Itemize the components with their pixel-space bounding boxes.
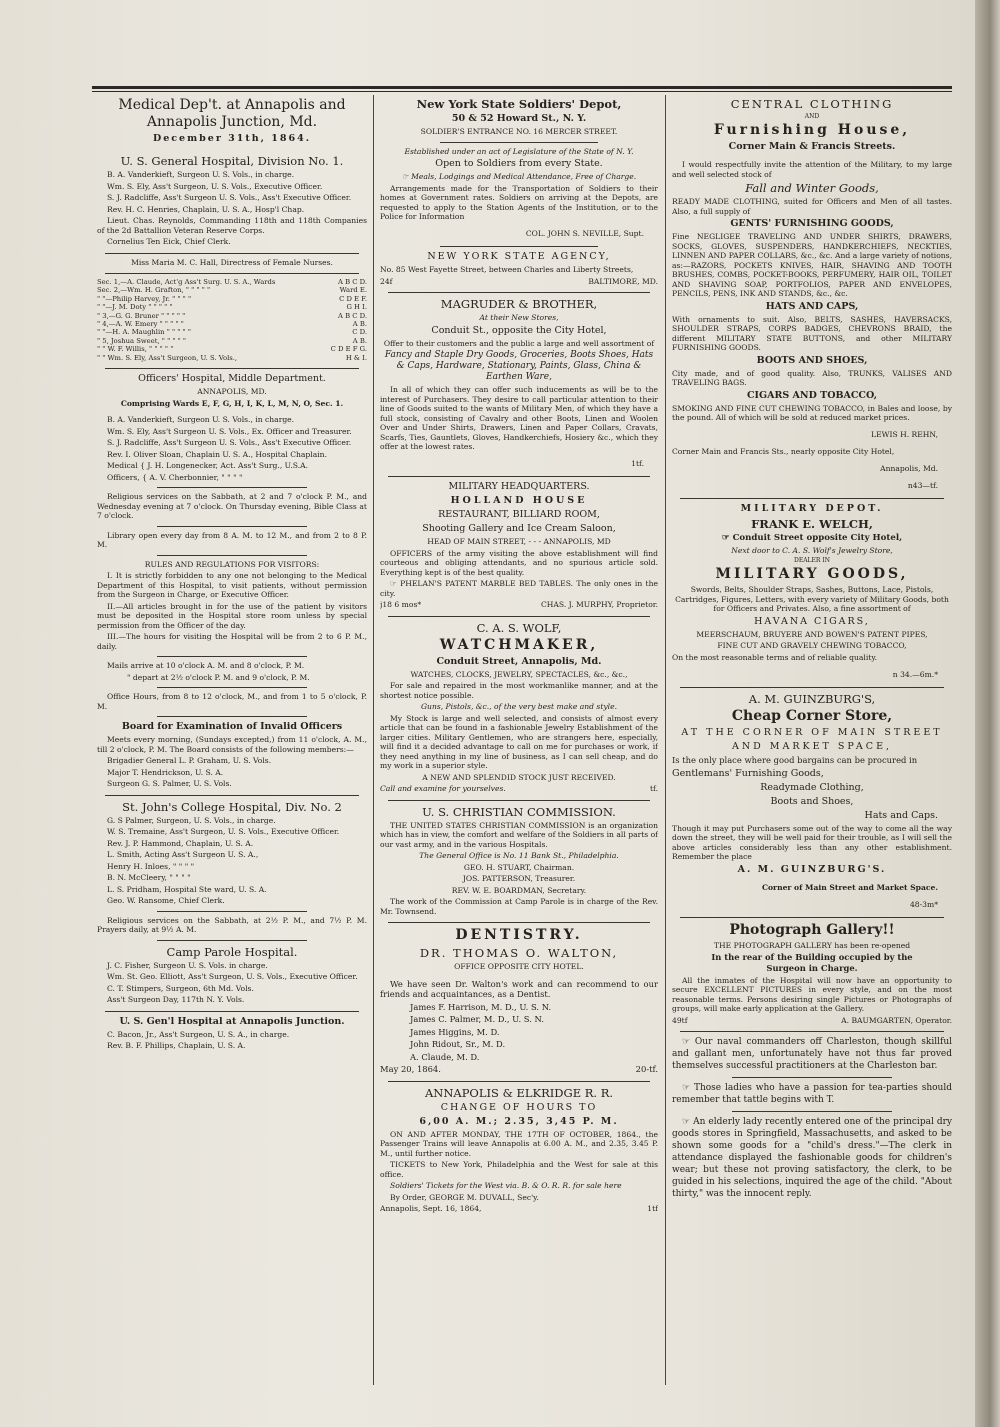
head-of-main: HEAD OF MAIN STREET, - - - ANNAPOLIS, MD	[427, 537, 611, 547]
staff-line: Geo. W. Ransome, Chief Clerk.	[107, 896, 225, 906]
cheap-corner-store: Cheap Corner Store,	[731, 708, 893, 725]
staff-line: C. Bacon, Jr., Ass't Surgeon, U. S. A., in charge.	[107, 1029, 290, 1039]
junction-title: U. S. Gen'l Hospital at Annapolis Junction.	[119, 1015, 345, 1027]
phelan-text: PHELAN'S PATENT MARBLE BED TABLES. The only ones in the city.	[380, 579, 658, 598]
divider	[157, 716, 307, 717]
ward-letters: G H I.	[346, 303, 367, 312]
staff-line: Wm. St. Geo. Elliott, Ass't Surgeon, U. S. Vols., Executive Officer.	[107, 972, 358, 982]
and-word: AND	[804, 113, 820, 120]
table-row	[97, 337, 367, 345]
mails-arrive: Mails arrive at 10 o'clock A. M. and 8 o'clock, P. M.	[107, 661, 305, 671]
agency-signature: BALTIMORE, MD.	[588, 276, 658, 286]
staff-line: Rev. B. F. Phillips, Chaplain, U. S. A.	[107, 1041, 246, 1051]
staff-line: Rev. J. P. Hammond, Chaplain, U. S. A.	[107, 838, 254, 848]
staff-line: Medical { J. H. Longenecker, Act. Ass't Surg., U.S.A.	[107, 461, 309, 471]
welch-location	[672, 533, 952, 544]
staff-line: B. A. Vanderkieft, Surgeon U. S. Vols., in charge.	[107, 170, 295, 179]
photo-footer	[672, 1016, 952, 1026]
divider	[440, 142, 598, 143]
pointing-hand-icon: ☞	[390, 579, 401, 589]
commission-office: The General Office is No. 11 Bank St., Philadelphia.	[419, 851, 619, 861]
havana-cigars: HAVANA CIGARS,	[754, 615, 870, 627]
staff-line: Cornelius Ten Eick, Chief Clerk.	[107, 237, 231, 246]
pointing-hand-icon: ☞	[401, 172, 412, 181]
photo-reopened: THE PHOTOGRAPH GALLERY has been re-opened	[713, 941, 911, 951]
at-the-corner: AT THE CORNER OF MAIN STREET	[681, 727, 943, 739]
staff-line: Rev. I. Oliver Sloan, Chaplain U. S. A., Hospital Chaplain.	[107, 449, 327, 459]
religious-services: Religious services on the Sabbath, at 2 and 7 o'clock P. M., and Wednesday evening at 7 o'clock. On Thursday evening, Bible Class at 7 o'clock.	[97, 492, 367, 521]
welch-terms: On the most reasonable terms and of reliable quality.	[672, 652, 878, 662]
guinzburg-signature: A. M. GUINZBURG'S.	[737, 863, 887, 875]
ready-made-clothing: READY MADE CLOTHING, suited for Officers and Men of all tastes. Also, a full supply of	[672, 197, 952, 216]
staff-line: Wm. S. Ely, Ass't Surgeon U. S. Vols., Ex. Officer and Treasurer.	[107, 426, 352, 436]
hats-text: With ornaments to suit. Also, BELTS, SASHES, HAVERSACKS, SHOULDER STRAPS, CORPS BADGES, CHEVRONS BRAID, the different MILITARY STATE BUTTONS, and other MILITARY FURNISHING GOODS.	[672, 314, 952, 352]
furnishing-house-title: Furnishing House,	[713, 122, 911, 138]
magruder-mark: 1tf.	[631, 459, 644, 469]
table-row	[97, 328, 367, 336]
welch-mark: n 34.—6m.*	[892, 670, 938, 680]
cigars-tobacco-title: CIGARS AND TOBACCO,	[746, 389, 878, 401]
ward-assignments-table	[97, 278, 367, 362]
welch-next-door: Next door to C. A. S. Wolf's Jewelry Store,	[731, 545, 893, 555]
board-title: Board for Examination of Invalid Officers	[121, 721, 343, 733]
walton-footer	[380, 1064, 658, 1075]
staff-line: L. Smith, Acting Ass't Surgeon U. S. A.,	[107, 850, 259, 860]
magruder-offer: Offer to their customers and the public a large and well assortment of	[383, 338, 655, 348]
divider	[388, 800, 650, 801]
restaurant-title: RESTAURANT, BILLIARD ROOM,	[438, 509, 600, 521]
shooting-gallery-title: Shooting Gallery and Ice Cream Saloon,	[422, 523, 616, 535]
dentistry-title: DENTISTRY.	[455, 927, 583, 944]
dealer-in: DEALER IN	[794, 557, 830, 565]
general-hospital-staff	[97, 170, 367, 247]
divider	[157, 687, 307, 688]
depot-entrance: SOLDIER'S ENTRANCE NO. 16 MERCER STREET.	[420, 127, 618, 136]
table-row	[97, 278, 367, 286]
wolf-footer	[380, 784, 658, 794]
divider	[680, 687, 944, 688]
divider	[105, 795, 359, 796]
welch-text: Swords, Belts, Shoulder Straps, Sashes, Buttons, Lace, Pistols, Cartridges, Figures, Letters, with every variety of Military Goods, both for Officers and Privates. Also, a fine assortment of	[675, 585, 949, 614]
board-member: Surgeon G. S. Palmer, U. S. Vols.	[107, 779, 232, 789]
rehn-corner: Corner Main and Francis Sts., nearly opposite City Hotel,	[672, 447, 895, 457]
depot-meals	[380, 172, 658, 182]
pointing-hand-icon: ☞	[682, 1117, 694, 1128]
st-johns-title: St. John's College Hospital, Div. No. 2	[122, 799, 342, 814]
meerschaum-pipes: MEERSCHAUM, BRUYERE AND BOWEN'S PATENT PIPES,	[696, 629, 928, 639]
central-clothing-title: CENTRAL CLOTHING	[730, 97, 894, 111]
only-place: Is the only place where good bargains can be procured in	[672, 755, 918, 766]
walton-ref: James C. Palmer, M. D., U. S. N.	[410, 1014, 545, 1025]
ward-letters: A B.	[352, 336, 367, 345]
railroad-order: By Order, GEORGE M. DUVALL, Sec'y.	[390, 1192, 539, 1202]
squib-charleston-text: Our naval commanders off Charleston, though skillful and gallant men, unfortunately have not thus far proved themselves successful practitioners at the Charleston bar.	[672, 1037, 952, 1072]
divider	[440, 246, 598, 247]
staff-line: S. J. Radcliffe, Ass't Surgeon U. S. Vols., Ass't Executive Officer.	[107, 193, 352, 202]
ward-letters: Ward E.	[339, 286, 367, 295]
phelan-line	[380, 579, 658, 598]
ward-surgeon: Sec. 1,—A. Claude, Act'g Ass't Surg. U. S. A., Wards	[97, 278, 276, 286]
divider	[105, 273, 359, 274]
column-middle	[380, 95, 658, 1385]
top-rule-thin	[92, 91, 952, 92]
divider	[157, 487, 307, 488]
holland-mark: j18 6 mos*	[380, 600, 422, 610]
divider	[157, 555, 307, 556]
christian-commission-title: U. S. CHRISTIAN COMMISSION.	[422, 804, 616, 819]
staff-line: Henry H. Inloes, " " " "	[107, 861, 195, 871]
boots-text: City made, and of good quality. Also, TRUNKS, VALISES AND TRAVELING BAGS.	[672, 368, 952, 387]
holland-house: HOLLAND HOUSE	[450, 495, 588, 507]
photo-signature: A. BAUMGARTEN, Operator.	[841, 1015, 952, 1025]
gents-furnishing-title: GENTS' FURNISHING GOODS,	[730, 218, 894, 229]
agency-mark: 24f	[380, 276, 393, 286]
staff-line: B. N. McCleery, " " " "	[107, 873, 191, 883]
divider	[157, 911, 307, 912]
walton-ref: James Higgins, M. D.	[410, 1026, 500, 1037]
wolf-title: C. A. S. WOLF,	[476, 620, 562, 635]
camp-parole-title: Camp Parole Hospital.	[166, 944, 298, 959]
ward-surgeon: " 3,—G. G. Bruner " " " " "	[97, 311, 186, 320]
pointing-hand-icon: ☞	[721, 533, 733, 544]
ward-surgeon: Sec. 2,—Wm. H. Grafton, " " " " "	[97, 286, 211, 295]
divider	[157, 656, 307, 657]
divider	[105, 368, 359, 369]
staff-line: Rev. H. C. Henries, Chaplain, U. S. A., Hosp'l Chap.	[107, 204, 305, 214]
agency-address: No. 85 West Fayette Street, between Charles and Liberty Streets,	[380, 265, 634, 275]
walton-mark: 20-tf.	[635, 1064, 658, 1075]
divider	[680, 1031, 944, 1032]
central-invite: I would respectfully invite the attention of the Military, to my large and well selected stock of	[672, 160, 952, 179]
staff-line: C. T. Stimpers, Surgeon, 6th Md. Vols.	[107, 983, 254, 993]
staff-line: S. J. Radcliffe, Ass't Surgeon U. S. Vols., Ass't Executive Officer.	[107, 438, 352, 448]
commission-parole: The work of the Commission at Camp Parole is in charge of the Rev. Mr. Townsend.	[380, 897, 658, 916]
guinzburg-text: Though it may put Purchasers some out of the way to come all the way down the street, they will be well paid for their trouble, as I will sell the above articles considerably less than any other establishment. Remember the place	[672, 823, 952, 862]
mails-depart: " depart at 2½ o'clock P. M. and 9 o'clock, P. M.	[127, 672, 310, 682]
wolf-mark: tf.	[649, 784, 658, 794]
corner-main-francis: Corner Main & Francis Streets.	[728, 141, 896, 152]
officers-hospital-wards: Comprising Wards E, F, G, H, I, K, L, M, N, O, Sec. 1.	[120, 398, 344, 408]
divider	[105, 253, 359, 254]
fall-winter-goods: Fall and Winter Goods,	[745, 181, 879, 195]
walton-title: DR. THOMAS O. WALTON,	[419, 946, 619, 961]
magruder-goods: Fancy and Staple Dry Goods, Groceries, Boots Shoes, Hats & Caps, Hardware, Stationary, Paints, Glass, China & Earthen Ware,	[384, 350, 654, 383]
railroad-footer	[380, 1204, 658, 1214]
watchmaker-title: WATCHMAKER,	[439, 636, 599, 653]
fine-cut-tobacco: FINE CUT AND GRAVELY CHEWING TOBACCO,	[717, 641, 907, 651]
divider	[157, 526, 307, 527]
welch-location-text: Conduit Street opposite City Hotel,	[732, 533, 903, 544]
divider	[157, 940, 307, 941]
readymade-clothing: Readymade Clothing,	[760, 781, 864, 793]
divider	[732, 1111, 892, 1112]
squib-elderly-lady	[672, 1116, 952, 1200]
ward-letters: A B.	[352, 320, 367, 329]
rehn-mark: n43—tf.	[907, 481, 938, 491]
railroad-date: Annapolis, Sept. 16, 1864,	[380, 1204, 482, 1214]
wolf-items: WATCHES, CLOCKS, JEWELRY, SPECTACLES, &c., &c.,	[410, 669, 628, 679]
depot-established: Established under an act of Legislature of the State of N. Y.	[404, 146, 634, 156]
divider	[732, 1077, 892, 1078]
squib-tea-parties-text: Those ladies who have a passion for tea-parties should remember that tattle begins with T.	[672, 1083, 952, 1106]
wolf-call: Call and examine for yourselves.	[380, 784, 506, 794]
cigars-text: SMOKING AND FINE CUT CHEWING TOBACCO, in Bales and loose, by the pound. All of which will be sold at reduced market prices.	[672, 403, 952, 422]
depot-title: New York State Soldiers' Depot,	[416, 97, 622, 111]
depot-signature: COL. JOHN S. NEVILLE, Supt.	[525, 229, 644, 239]
walton-date: May 20, 1864.	[380, 1064, 441, 1075]
staff-line: Ass't Surgeon Day, 117th N. Y. Vols.	[107, 995, 245, 1005]
guinzburg-corner: Corner of Main Street and Market Space.	[761, 883, 938, 893]
officers-hospital-place: ANNAPOLIS, MD.	[197, 387, 267, 397]
wolf-text: My Stock is large and well selected, and consists of almost every article that can be found in a fashionable Jewelry Establishment of the larger cities. Military Gentlemen, who are strangers here, especially, will find it a decided advantage to call on me for purchases or work, if they need anything in my line of business, as I can sell cheap, and do my work in a superior style.	[380, 713, 658, 771]
squib-charleston	[672, 1036, 952, 1072]
military-headquarters: MILITARY HEADQUARTERS.	[448, 481, 590, 493]
market-space: AND MARKET SPACE,	[731, 741, 893, 753]
rehn-place: Annapolis, Md.	[880, 464, 938, 474]
gentlemans-goods: Gentlemans' Furnishing Goods,	[672, 767, 824, 779]
hats-caps-title: HATS AND CAPS,	[765, 300, 859, 312]
rehn-name: LEWIS H. REHN,	[871, 430, 938, 440]
agency-footer	[380, 277, 658, 287]
welch-title: FRANK E. WELCH,	[751, 517, 873, 532]
ward-letters: C D E F.	[339, 294, 367, 303]
staff-line: Lieut. Chas. Reynolds, Commanding 118th and 118th Companies of the 2d Battallion Veteran Reserve Corps.	[97, 216, 367, 235]
officers-hospital-title: Officers' Hospital, Middle Department.	[138, 373, 326, 385]
table-row	[97, 320, 367, 328]
ward-surgeon: " " Wm. S. Ely, Ass't Surgeon, U. S. Vols.,	[97, 353, 238, 362]
staff-line: G. S Palmer, Surgeon, U. S. Vols., in charge.	[107, 815, 276, 825]
page-edge	[975, 0, 1000, 1427]
guinz-hats-caps: Hats and Caps.	[864, 809, 938, 821]
staff-line: L. S. Pridham, Hospital Ste ward, U. S. A.	[107, 884, 267, 894]
visitor-rule: II.—All articles brought in for the use of the patient by visitors must be deposited in the Hospital store room unless by special permission from the Officer of the day.	[97, 601, 367, 630]
walton-ref: John Ridout, Sr., M. D.	[410, 1039, 506, 1050]
divider	[388, 1081, 650, 1082]
ward-surgeon: " " W. F. Willis, " " " " "	[97, 345, 174, 354]
ward-surgeon: " "—J. M. Doty " " " " "	[97, 303, 173, 312]
magruder-location: Conduit St., opposite the City Hotel,	[431, 324, 607, 336]
agency-title: NEW YORK STATE AGENCY,	[427, 251, 611, 263]
railroad-soldiers: Soldiers' Tickets for the West via. B. & O. R. R. for sale here	[390, 1181, 622, 1191]
table-row	[97, 312, 367, 320]
photo-rear: In the rear of the Building occupied by the	[711, 951, 913, 962]
magruder-title: MAGRUDER & BROTHER,	[440, 297, 598, 312]
pointing-hand-icon: ☞	[682, 1083, 694, 1094]
divider	[388, 476, 650, 477]
ward-letters: C D.	[352, 328, 367, 337]
commission-text: THE UNITED STATES CHRISTIAN COMMISSION is an organization which has in view, the comfort and welfare of the Soldiers in all parts of our vast army, and in the various Hospitals.	[380, 820, 658, 849]
railroad-mark: 1tf	[647, 1204, 658, 1214]
staff-line: B. A. Vanderkieft, Surgeon U. S. Vols., in charge.	[107, 415, 295, 425]
ward-letters: H & I.	[345, 353, 367, 362]
walton-ref: James F. Harrison, M. D., U. S. N.	[410, 1001, 552, 1012]
staff-line: Officers, { A. V. Cherbonnier, " " " "	[107, 472, 243, 482]
ward-surgeon: " "—Philip Harvey, Jr. " " " "	[97, 294, 192, 303]
office-hours: Office Hours, from 8 to 12 o'clock, M., and from 1 to 5 o'clock, P. M.	[97, 692, 367, 711]
boots-shoes-title: BOOTS AND SHOES,	[756, 354, 868, 366]
column-divider	[665, 95, 666, 1385]
wolf-guns: Guns, Pistols, &c., of the very best make and style.	[420, 702, 618, 712]
depot-open: Open to Soldiers from every State.	[435, 158, 603, 169]
visitor-rule: I. It is strictly forbidden to any one not belonging to the Medical Department of this Hospital, to visit patients, without permission from the Surgeon in Charge, or Executive Officer.	[97, 571, 367, 600]
ward-surgeon: " 4,—A. W. Emery " " " " "	[97, 320, 184, 329]
squib-elderly-lady-text: An elderly lady recently entered one of the principal dry goods stores in Springfield, Massachusetts, and asked to be shown some goods for a "child's dress."—The clerk in attendance displayed the fashionable goods for children's wear; but these not proving satisfactory, the clerk, to be guided in his selections, inquired the age of the child. "About thirty," was the innocent reply.	[672, 1117, 952, 1200]
table-row	[97, 345, 367, 353]
depot-text: Arrangements made for the Transportation of Soldiers to their homes at Government rates. Soldiers on arriving at the Depots, are requested to apply to the Station Agents of the Institution, or to the Police for Information	[380, 183, 658, 221]
board-text: Meets every morning, (Sundays excepted,) from 11 o'clock, A. M., till 2 o'clock, P. M. The Board consists of the following members:—	[97, 735, 367, 754]
walton-text: We have seen Dr. Walton's work and can recommend to our friends and acquaintances, as a Dentist.	[380, 978, 658, 1000]
board-member: Brigadier General L. P. Graham, U. S. Vols.	[107, 756, 272, 766]
ward-letters: A B C D.	[338, 278, 367, 286]
railroad-change: CHANGE OF HOURS TO	[440, 1101, 598, 1113]
walton-ref: A. Claude, M. D.	[410, 1051, 480, 1062]
holland-signature: CHAS. J. MURPHY, Proprietor.	[540, 600, 658, 610]
commission-person: REV. W. E. BOARDMAN, Secretary.	[451, 885, 587, 895]
railroad-text: ON AND AFTER MONDAY, THE 17TH OF OCTOBER, 1864., the Passenger Trains will leave Annapolis at 6.00 A. M., and 2.35, 3.45 P. M., until further notice.	[380, 1129, 658, 1158]
divider	[680, 917, 944, 918]
magruder-sub: At their New Stores,	[479, 313, 559, 323]
divider	[388, 922, 650, 923]
ward-letters: A B C D.	[338, 311, 367, 320]
divider	[105, 1011, 359, 1012]
military-depot-title: MILITARY DEPOT.	[740, 503, 884, 515]
staff-line: J. C. Fisher, Surgeon U. S. Vols. in charge.	[107, 960, 268, 970]
railroad-title: ANNAPOLIS & ELKRIDGE R. R.	[424, 1085, 614, 1100]
medical-dept-date: December 31th, 1864.	[152, 133, 312, 144]
table-row	[97, 354, 367, 362]
table-row	[97, 295, 367, 303]
railroad-times: 6,00 A. M.; 2.35, 3,45 P. M.	[419, 1115, 619, 1127]
table-row	[97, 286, 367, 294]
railroad-tickets: TICKETS to New York, Philadelphia and the West for sale at this office.	[380, 1160, 658, 1179]
photo-text: All the inmates of the Hospital will now have an opportunity to secure EXCELLENT PICTURES in every style, and on the most reasonable terms. Persons desiring single Pictures or Photographs of groups, will make early application at the Gallery.	[672, 975, 952, 1014]
wolf-location: Conduit Street, Annapolis, Md.	[436, 655, 602, 667]
commission-person: GEO. H. STUART, Chairman.	[463, 862, 575, 872]
squib-tea-parties	[672, 1082, 952, 1106]
wolf-new-stock: A NEW AND SPLENDID STOCK JUST RECEIVED.	[422, 772, 616, 782]
guinz-boots-shoes: Boots and Shoes,	[770, 795, 854, 807]
military-goods-title: MILITARY GOODS,	[715, 566, 909, 583]
board-member: Major T. Hendrickson, U. S. A.	[107, 767, 224, 777]
medical-dept-title: Medical Dep't. at Annapolis and Annapolis Junction, Md.	[118, 97, 346, 130]
ward-surgeon: " 5, Joshua Sweet, " " " " "	[97, 336, 187, 345]
holland-footer	[380, 600, 658, 610]
table-row	[97, 303, 367, 311]
photo-surgeon: Surgeon in Charge.	[766, 963, 858, 974]
photo-mark: 49tf	[672, 1015, 688, 1025]
ward-letters: C D E F G.	[330, 345, 367, 354]
magruder-text: In all of which they can offer such inducements as will be to the interest of Purchasers. They desire to call particular attention to their line of Goods suited to the wants of Military Men, of which they have a full stock, consisting of Cavalry and other Boots, Linen and Woolen Over and Under Shirts, Drawers, Linen and Paper Collars, Cravats, Scarfs, Ties, Gauntlets, Gloves, Handkerchiefs, Hosiery &c., which they offer at the lowest rates.	[380, 385, 658, 452]
divider	[388, 292, 650, 293]
visitor-rules-title: RULES AND REGULATIONS FOR VISITORS:	[144, 559, 320, 569]
column-left	[97, 95, 367, 1385]
column-right	[672, 95, 952, 1385]
photograph-gallery-title: Photograph Gallery!!	[729, 922, 895, 939]
commission-person: JOS. PATTERSON, Treasurer.	[462, 874, 576, 884]
general-hospital-title: U. S. General Hospital, Division No. 1.	[120, 154, 344, 168]
ward-surgeon: " "—H. A. Maughlin " " " " "	[97, 328, 191, 337]
divider	[388, 616, 650, 617]
gents-text: Fine NEGLIGEE TRAVELING AND UNDER SHIRTS, DRAWERS, SOCKS, GLOVES, SUSPENDERS, HANDKERCHIEFS, NECKTIES, LINNEN AND PAPER COLLARS, &c., &c. And a large variety of notions, as:—RAZORS, POCKETS KNIVES, HAIR, SHAVING AND TOOTH BRUSHES, COMBS, POCKET-BOOKS, PERFUMERY, HAIR OIL, TOILET AND SHAVING SOAP, PORTFOLIOS, PAPER AND ENVELOPES, PENCILS, PENS, INK AND STANDS, &c., &c.	[672, 232, 952, 298]
top-rule	[92, 86, 952, 89]
guinzburg-title: A. M. GUINZBURG'S,	[748, 692, 876, 707]
guinzburg-mark: 48-3m*	[909, 900, 938, 910]
column-divider	[373, 95, 374, 1385]
pointing-hand-icon: ☞	[682, 1037, 695, 1048]
walton-office: OFFICE OPPOSITE CITY HOTEL.	[454, 962, 584, 972]
depot-meals-text: Meals, Lodgings and Medical Attendance, Free of Charge.	[411, 172, 637, 181]
visitor-rule: III.—The hours for visiting the Hospital will be from 2 to 6 P. M., daily.	[97, 632, 367, 651]
holland-text: OFFICERS of the army visiting the above establishment will find courteous and obliging attendants, and no spurious article sold. Everything kept is of the best quality.	[380, 548, 658, 577]
female-nurses-directress: Miss Maria M. C. Hall, Directress of Female Nurses.	[131, 257, 333, 267]
wolf-repair: For sale and repaired in the most workmanlike manner, and at the shortest notice possible.	[380, 681, 658, 700]
divider	[680, 498, 944, 499]
library-hours: Library open every day from 8 A. M. to 12 M., and from 2 to 8 P. M.	[97, 530, 367, 550]
staff-line: Wm. S. Ely, Ass't Surgeon, U. S. Vols., Executive Officer.	[107, 181, 323, 191]
st-johns-religious: Religious services on the Sabbath, at 2½ P. M., and 7½ P. M. Prayers daily, at 9½ A. M.	[97, 915, 367, 935]
columns	[92, 95, 952, 1385]
staff-line: W. S. Tremaine, Ass't Surgeon, U. S. Vols., Executive Officer.	[107, 827, 340, 837]
depot-address: 50 & 52 Howard St., N. Y.	[451, 113, 587, 124]
